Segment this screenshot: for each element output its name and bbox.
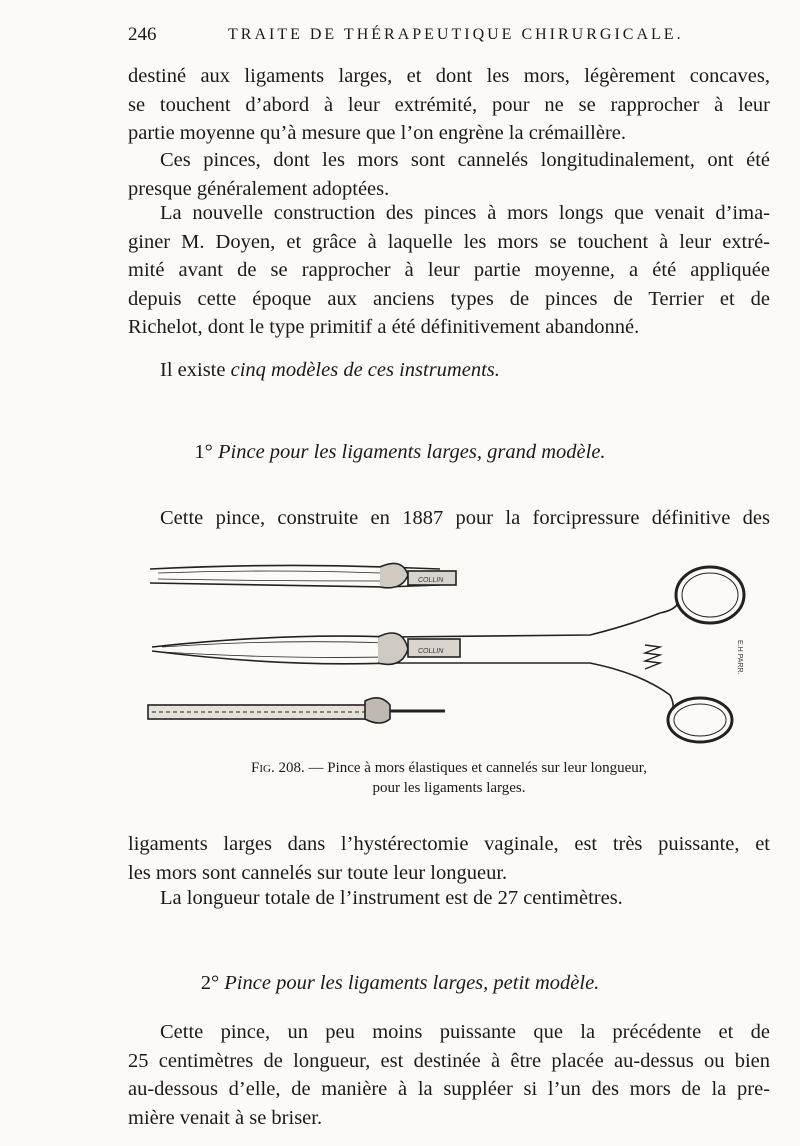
caption-label: Fig. 208. — [251, 760, 305, 776]
paragraph-4 — [128, 356, 770, 385]
heading-number: 1° — [194, 441, 213, 463]
text-line: Cette pince, construite en 1887 pour la forcipressure définitive des — [160, 507, 770, 529]
paragraph-3 — [128, 199, 770, 342]
paragraph-6 — [128, 830, 770, 887]
text-line: La longueur totale de l’instrument est de 27 centimètres. — [160, 887, 623, 909]
text-line: 25 centimètres de longueur, est destinée à être placée au-dessus ou bien — [128, 1049, 770, 1072]
section-heading-1 — [0, 441, 800, 464]
italic-text: cinq modèles de ces instruments. — [230, 359, 500, 381]
text-line: partie moyenne qu’à mesure que l’on engrène la crémaillère. — [128, 122, 627, 144]
section-heading-2 — [0, 972, 800, 995]
figure-caption — [128, 758, 770, 798]
text-line: giner M. Doyen, et grâce à laquelle les mors se touchent à leur extré- — [128, 230, 770, 253]
text-line: Richelot, dont le type primitif a été définitivement abandonné. — [128, 316, 640, 338]
text-line: se touchent d’abord à leur extrémité, pour ne se rapprocher à leur — [128, 93, 770, 116]
heading-number: 2° — [200, 972, 220, 994]
paragraph-1 — [128, 62, 770, 148]
page-number: 246 — [128, 24, 157, 45]
text-line: Ces pinces, dont les mors sont cannelés longitudinalement, ont été — [160, 149, 770, 171]
caption-text-2: pour les ligaments larges. — [372, 780, 526, 796]
text-lead: Il existe — [160, 359, 231, 381]
caption-text: — Pince à mors élastiques et cannelés sur leur longueur, — [304, 760, 647, 776]
text-line: Cette pince, un peu moins puissante que la précédente et de — [160, 1021, 770, 1043]
maker-mark-2: COLLIN — [418, 648, 444, 655]
paragraph-8 — [128, 1018, 770, 1132]
running-title: TRAITE DE THÉRAPEUTIQUE CHIRURGICALE. — [228, 26, 684, 43]
heading-text: Pince pour les ligaments larges, petit modèle. — [224, 972, 600, 994]
text-line: au-dessous d’elle, de manière à la suppléer si l’un des mors de la pre- — [128, 1078, 770, 1100]
page-header — [128, 20, 770, 50]
text-line: les mors sont cannelés sur toute leur longueur. — [128, 861, 508, 884]
text-line: mité avant de se rapprocher à leur partie moyenne, a été appliquée — [128, 259, 770, 281]
text-line: La nouvelle construction des pinces à mors longs que venait d’ima- — [160, 202, 770, 224]
paragraph-2 — [128, 146, 770, 203]
text-line: mière venait à se briser. — [128, 1106, 323, 1129]
maker-mark: COLLIN — [418, 577, 444, 584]
text-line: ligaments larges dans l’hystérectomie vaginale, est très puissante, et — [128, 833, 770, 855]
engraver-mark: E.H PARR. — [736, 640, 743, 675]
text-line: destiné aux ligaments larges, et dont les mors, légèrement concaves, — [128, 65, 770, 87]
paragraph-7 — [128, 884, 770, 913]
forceps-illustration — [140, 555, 760, 745]
text-line: depuis cette époque aux anciens types de pinces de Terrier et de — [128, 287, 770, 310]
text-line: presque généralement adoptées. — [128, 177, 390, 200]
heading-text: Pince pour les ligaments larges, grand modèle. — [218, 441, 606, 463]
paragraph-5 — [128, 504, 770, 533]
